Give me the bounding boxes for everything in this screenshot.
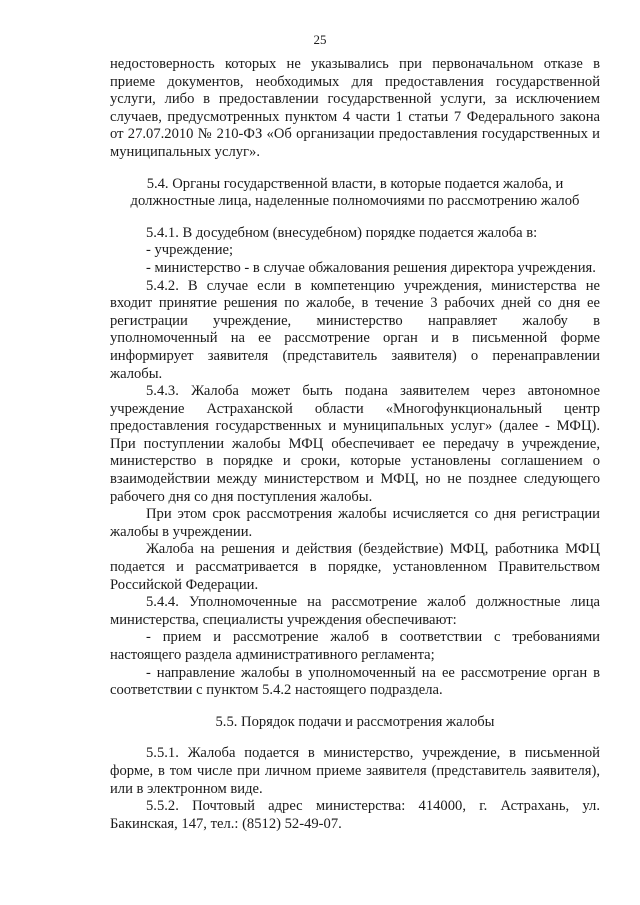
section-heading-5-5: 5.5. Порядок подачи и рассмотрения жалобы [215, 713, 495, 730]
list-item: - прием и рассмотрение жалоб в соответствии с требованиями настоящего раздела административного регламента; [110, 629, 600, 663]
list-item: - учреждение; [146, 242, 234, 259]
section-heading-5-4: 5.4. Органы государственной власти, в которые подается жалоба, и должностные лица, наделенные полномочиями по рассмотрению жалоб [130, 175, 580, 210]
paragraph-5-5-1: 5.5.1. Жалоба подается в министерство, учреждение, в письменной форме, в том числе при личном приеме заявителя (представитель заявителя), или в электронном виде. [110, 745, 600, 797]
paragraph-5-4-3: 5.4.3. Жалоба может быть подана заявителем через автономное учреждение Астраханской области «Многофункциональный центр предоставления государственных и муниципальных услуг» (далее - МФЦ). При поступлении жалобы МФЦ обеспечивает ее передачу в учреждение, министерство в порядке и сроки, которые установлены соглашением о взаимодействии между министерством и МФЦ, но не позднее следующего рабочего дня со дня поступления жалобы. [110, 383, 600, 505]
document-body [110, 56, 600, 833]
paragraph-5-4-2: 5.4.2. В случае если в компетенцию учреждения, министерства не входит принятие решения по жалобе, в течение 3 рабочих дней со дня ее регистрации учреждение, министерство направляет жалобу в уполномоченный на ее рассмотрение орган и в письменной форме информирует заявителя (представитель заявителя) о перенаправлении жалобы. [110, 277, 600, 382]
paragraph-5-4-1: 5.4.1. В досудебном (внесудебном) порядке подается жалоба в: [146, 224, 538, 241]
list-item: - министерство - в случае обжалования решения директора учреждения. [146, 259, 596, 276]
paragraph-5-4-4: 5.4.4. Уполномоченные на рассмотрение жалоб должностные лица министерства, специалисты учреждения обеспечивают: [110, 594, 600, 628]
paragraph-5-5-2: 5.5.2. Почтовый адрес министерства: 414000, г. Астрахань, ул. Бакинская, 147, тел.: (8512) 52-49-07. [110, 798, 600, 832]
list-item: - направление жалобы в уполномоченный на ее рассмотрение орган в соответствии с пунктом 5.4.2 настоящего подраздела. [110, 664, 600, 699]
paragraph-continuation: недостоверность которых не указывались при первоначальном отказе в приеме документов, необходимых для предоставления государственной услуги, либо в предоставлении государственной услуги, за исключением случаев, предусмотренных пунктом 4 части 1 статьи 7 Федерального закона от 27.07.2010 № 210-ФЗ «Об организации предоставления государственных и муниципальных услуг». [110, 56, 600, 160]
paragraph: Жалоба на решения и действия (бездействие) МФЦ, работника МФЦ подается и рассматривается в порядке, установленном Правительством Российской Федерации. [110, 541, 600, 593]
paragraph: При этом срок рассмотрения жалобы исчисляется со дня регистрации жалобы в учреждении. [110, 506, 600, 540]
page-number: 25 [313, 32, 327, 47]
